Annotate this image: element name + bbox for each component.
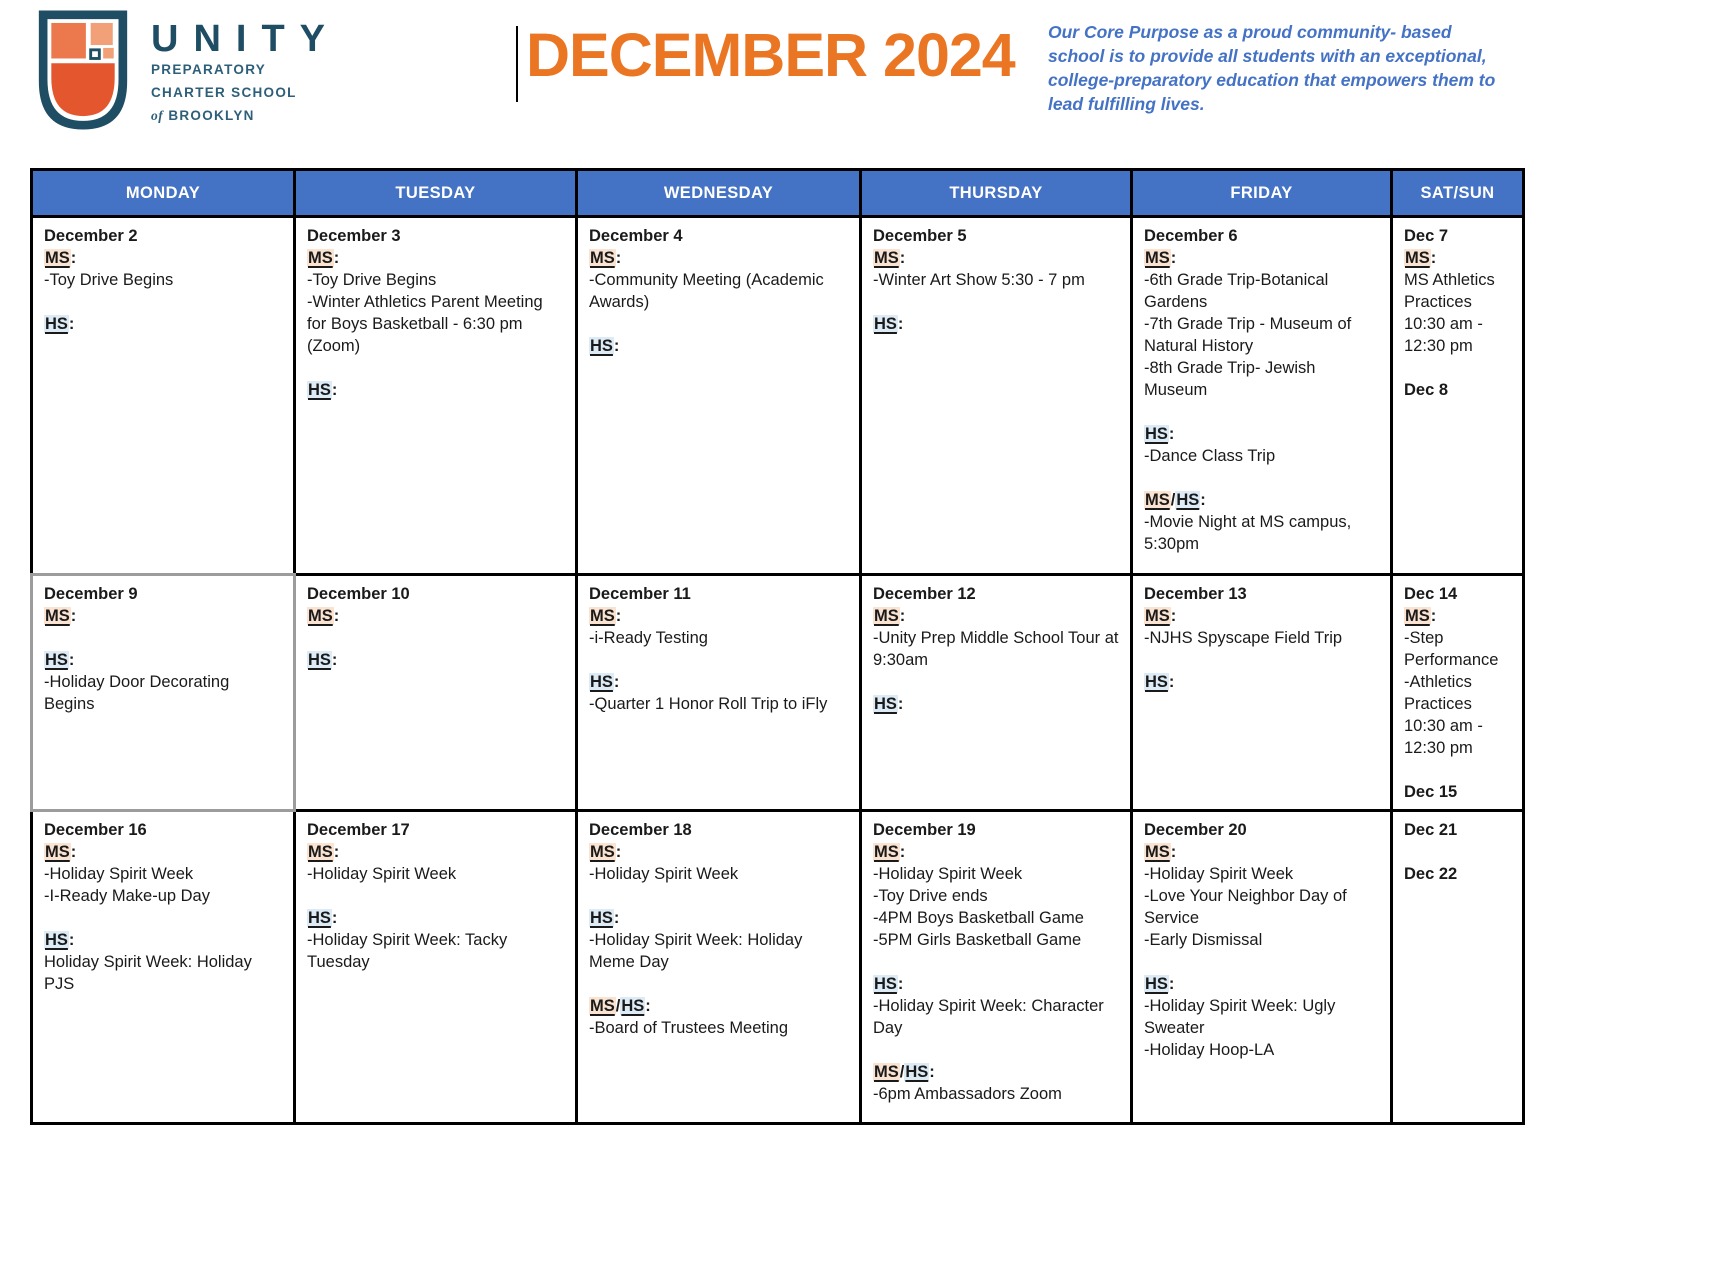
ms-tag: MS	[874, 843, 899, 861]
event-item: -Early Dismissal	[1144, 931, 1263, 949]
section-label: MS:	[1145, 249, 1177, 267]
event-item: Holiday Spirit Week: Holiday PJS	[44, 953, 252, 993]
section-label: HS:	[308, 909, 338, 927]
cell-section	[1144, 489, 1380, 555]
event-item: MS Athletics Practices 10:30 am - 12:30 pm	[1404, 271, 1495, 355]
calendar-cell-december-2[interactable]	[32, 217, 295, 575]
ms-tag: MS	[308, 843, 333, 861]
cell-section	[1144, 423, 1380, 467]
section-label: MS:	[45, 249, 77, 267]
event-item: -Holiday Spirit Week: Tacky Tuesday	[307, 931, 508, 971]
weekday-header-friday: FRIDAY	[1132, 170, 1392, 217]
school-subtitle-line1: PREPARATORY	[151, 62, 267, 77]
section-label: MS:	[874, 249, 906, 267]
ms-tag: MS	[1145, 491, 1170, 509]
hs-tag: HS	[1145, 975, 1168, 993]
calendar-cell-december-6[interactable]	[1132, 217, 1392, 575]
event-item: -Board of Trustees Meeting	[589, 1019, 789, 1037]
cell-date: December 11	[589, 585, 691, 603]
section-label: HS:	[1145, 673, 1175, 691]
calendar-cell-december-10[interactable]	[295, 575, 577, 811]
section-label: HS:	[874, 975, 904, 993]
hs-tag: HS	[590, 909, 613, 927]
cell-section	[307, 605, 565, 627]
event-item: -Holiday Spirit Week: Holiday Meme Day	[589, 931, 803, 971]
event-item: -Toy Drive Begins	[307, 271, 437, 289]
hs-tag: HS	[45, 315, 68, 333]
event-item: -7th Grade Trip - Museum of Natural History	[1144, 315, 1352, 355]
section-label: HS:	[874, 315, 904, 333]
event-item: -Holiday Spirit Week	[1144, 865, 1294, 883]
section-label: HS:	[874, 695, 904, 713]
school-subtitle-line3	[151, 106, 340, 127]
section-label: MS/HS:	[1145, 491, 1206, 509]
cell-section	[873, 973, 1120, 1039]
event-item: -6pm Ambassadors Zoom	[873, 1085, 1062, 1103]
title-divider	[516, 26, 518, 102]
cell-date: Dec 14	[1404, 585, 1458, 603]
section-label: HS:	[45, 315, 75, 333]
cell-date: December 4	[589, 227, 683, 245]
hs-tag: HS	[308, 381, 331, 399]
calendar-cell-december-4[interactable]	[577, 217, 861, 575]
event-item: -Movie Night at MS campus, 5:30pm	[1144, 513, 1352, 553]
calendar-cell-december-5[interactable]	[861, 217, 1132, 575]
cell-date: December 13	[1144, 585, 1247, 603]
calendar-cell-december-13[interactable]	[1132, 575, 1392, 811]
cell-section	[307, 907, 565, 973]
cell-date: December 12	[873, 585, 976, 603]
cell-date: December 17	[307, 821, 410, 839]
section-label: HS:	[1145, 425, 1175, 443]
hs-tag: HS	[45, 931, 68, 949]
cell-section	[873, 313, 1120, 335]
cell-section	[873, 605, 1120, 671]
cell-date: December 19	[873, 821, 976, 839]
weekday-header-row	[32, 170, 1524, 217]
ms-tag: MS	[590, 249, 615, 267]
calendar-cell-december-19[interactable]	[861, 811, 1132, 1124]
section-label: MS:	[1405, 249, 1437, 267]
event-item: -4PM Boys Basketball Game	[873, 909, 1084, 927]
section-label: MS:	[308, 607, 340, 625]
cell-section	[1144, 841, 1380, 951]
section-label: MS:	[1405, 607, 1437, 625]
event-item: -Step Performance	[1404, 629, 1499, 669]
calendar-cell-dec-21[interactable]	[1392, 811, 1524, 1124]
section-label: HS:	[1145, 975, 1175, 993]
hs-tag: HS	[308, 909, 331, 927]
event-item: -Winter Athletics Parent Meeting for Boys Basketball - 6:30 pm (Zoom)	[307, 293, 543, 355]
cell-date: Dec 8	[1404, 381, 1449, 399]
section-label: MS:	[590, 843, 622, 861]
event-item: -Winter Art Show 5:30 - 7 pm	[873, 271, 1085, 289]
event-item: -Dance Class Trip	[1144, 447, 1276, 465]
cell-section	[1144, 973, 1380, 1061]
event-item: -Holiday Spirit Week: Ugly Sweater	[1144, 997, 1336, 1037]
school-name-block	[151, 20, 340, 127]
cell-section	[589, 841, 849, 885]
cell-section	[589, 247, 849, 313]
section-label: HS:	[308, 651, 338, 669]
cell-date: December 9	[44, 585, 138, 603]
cell-section	[1144, 247, 1380, 401]
calendar-cell-december-11[interactable]	[577, 575, 861, 811]
section-label: HS:	[45, 931, 75, 949]
calendar-cell-december-16[interactable]	[32, 811, 295, 1124]
event-item: -Quarter 1 Honor Roll Trip to iFly	[589, 695, 828, 713]
calendar-week-row	[32, 811, 1524, 1124]
section-label: MS:	[1145, 607, 1177, 625]
ms-tag: MS	[45, 607, 70, 625]
section-label: MS/HS:	[874, 1063, 935, 1081]
ms-tag: MS	[590, 607, 615, 625]
school-name: UNITY	[151, 18, 340, 60]
event-item: -Toy Drive ends	[873, 887, 988, 905]
section-label: HS:	[590, 909, 620, 927]
cell-section	[307, 379, 565, 401]
event-item: -Holiday Spirit Week	[44, 865, 194, 883]
ms-tag: MS	[1405, 607, 1430, 625]
ms-tag: MS	[590, 997, 615, 1015]
cell-date: December 3	[307, 227, 401, 245]
event-item: -I-Ready Make-up Day	[44, 887, 210, 905]
cell-section	[589, 671, 849, 715]
ms-tag: MS	[308, 607, 333, 625]
cell-date: Dec 21	[1404, 821, 1458, 839]
cell-section	[873, 1061, 1120, 1105]
event-item: -8th Grade Trip- Jewish Museum	[1144, 359, 1316, 399]
hs-tag: HS	[45, 651, 68, 669]
cell-section	[44, 247, 283, 291]
page-title: DECEMBER 2024	[526, 21, 1015, 89]
cell-section	[307, 649, 565, 671]
hs-tag: HS	[874, 975, 897, 993]
section-label: MS:	[45, 607, 77, 625]
cell-date: December 16	[44, 821, 147, 839]
cell-section	[1404, 247, 1512, 357]
cell-date: December 20	[1144, 821, 1247, 839]
calendar-cell-december-18[interactable]	[577, 811, 861, 1124]
cell-section	[44, 929, 283, 995]
event-item: -Holiday Spirit Week: Character Day	[873, 997, 1104, 1037]
title-block	[516, 22, 1015, 102]
section-label: HS:	[590, 673, 620, 691]
hs-tag: HS	[590, 673, 613, 691]
section-label: MS:	[1145, 843, 1177, 861]
calendar-cell-december-20[interactable]	[1132, 811, 1392, 1124]
cell-section	[1404, 605, 1512, 759]
event-item: -Holiday Spirit Week	[873, 865, 1023, 883]
section-label: HS:	[45, 651, 75, 669]
ms-tag: MS	[1145, 607, 1170, 625]
event-item: -5PM Girls Basketball Game	[873, 931, 1082, 949]
cell-date: Dec 22	[1404, 865, 1458, 883]
section-label: HS:	[308, 381, 338, 399]
section-label: MS:	[308, 843, 340, 861]
ms-tag: MS	[45, 843, 70, 861]
hs-tag: HS	[308, 651, 331, 669]
cell-date: Dec 7	[1404, 227, 1449, 245]
hs-tag: HS	[874, 695, 897, 713]
cell-section	[44, 841, 283, 907]
calendar-cell-dec-14[interactable]	[1392, 575, 1524, 811]
section-label: MS:	[308, 249, 340, 267]
school-subtitle-of: of	[151, 107, 164, 123]
cell-section	[589, 335, 849, 357]
section-label: MS:	[874, 843, 906, 861]
event-item: -NJHS Spyscape Field Trip	[1144, 629, 1343, 647]
calendar-cell-december-17[interactable]	[295, 811, 577, 1124]
ms-tag: MS	[308, 249, 333, 267]
section-label: HS:	[590, 337, 620, 355]
hs-tag: HS	[1145, 425, 1168, 443]
event-item: -Holiday Door Decorating Begins	[44, 673, 230, 713]
cell-date: December 10	[307, 585, 410, 603]
school-subtitle-line2: CHARTER SCHOOL	[151, 84, 297, 100]
hs-tag: HS	[874, 315, 897, 333]
cell-date: December 6	[1144, 227, 1238, 245]
cell-section	[873, 841, 1120, 951]
cell-section	[589, 605, 849, 649]
section-label: MS:	[590, 607, 622, 625]
ms-tag: MS	[45, 249, 70, 267]
section-label: MS:	[874, 607, 906, 625]
calendar	[30, 168, 1525, 1125]
cell-section	[589, 907, 849, 973]
event-item: -Love Your Neighbor Day of Service	[1144, 887, 1347, 927]
weekday-header-tuesday: TUESDAY	[295, 170, 577, 217]
cell-section	[873, 247, 1120, 291]
section-label: MS:	[590, 249, 622, 267]
cell-section	[44, 649, 283, 715]
ms-tag: MS	[1405, 249, 1430, 267]
event-item: -Holiday Spirit Week	[589, 865, 739, 883]
cell-section	[1144, 605, 1380, 649]
event-item: -i-Ready Testing	[589, 629, 708, 647]
mission-statement: Our Core Purpose as a proud community- based school is to provide all students with an exceptional, college-preparatory education that empowers them to lead fulfilling lives.	[1048, 22, 1496, 115]
cell-date: December 5	[873, 227, 967, 245]
cell-section	[1144, 671, 1380, 693]
calendar-week-row	[32, 217, 1524, 575]
weekday-header-monday: MONDAY	[32, 170, 295, 217]
cell-section	[44, 605, 283, 627]
weekday-header-wednesday: WEDNESDAY	[577, 170, 861, 217]
cell-section	[307, 841, 565, 885]
school-logo	[35, 8, 340, 132]
ms-tag: MS	[874, 1063, 899, 1081]
ms-tag: MS	[590, 843, 615, 861]
calendar-cell-december-9[interactable]	[32, 575, 295, 811]
hs-tag: HS	[905, 1063, 929, 1081]
event-item: -Holiday Spirit Week	[307, 865, 457, 883]
weekday-header-sat-sun: SAT/SUN	[1392, 170, 1524, 217]
event-item: -Community Meeting (Academic Awards)	[589, 271, 824, 311]
calendar-cell-december-12[interactable]	[861, 575, 1132, 811]
cell-section	[44, 313, 283, 335]
weekday-header-thursday: THURSDAY	[861, 170, 1132, 217]
cell-section	[873, 693, 1120, 715]
unity-shield-logo-icon	[35, 8, 131, 132]
cell-date: Dec 15	[1404, 783, 1458, 801]
hs-tag: HS	[621, 997, 645, 1015]
section-label: MS/HS:	[590, 997, 651, 1015]
cell-date: December 18	[589, 821, 692, 839]
cell-date: December 2	[44, 227, 138, 245]
cell-section	[307, 247, 565, 357]
hs-tag: HS	[590, 337, 613, 355]
ms-tag: MS	[1145, 843, 1170, 861]
school-subtitle-borough: BROOKLYN	[168, 107, 255, 123]
calendar-table	[30, 168, 1525, 1125]
event-item: -Holiday Hoop-LA	[1144, 1041, 1275, 1059]
ms-tag: MS	[874, 249, 899, 267]
hs-tag: HS	[1145, 673, 1168, 691]
calendar-cell-dec-7[interactable]	[1392, 217, 1524, 575]
ms-tag: MS	[1145, 249, 1170, 267]
event-item: -6th Grade Trip-Botanical Gardens	[1144, 271, 1329, 311]
cell-section	[589, 995, 849, 1039]
calendar-week-row	[32, 575, 1524, 811]
event-item: -Unity Prep Middle School Tour at 9:30am	[873, 629, 1119, 669]
calendar-cell-december-3[interactable]	[295, 217, 577, 575]
event-item: -Athletics Practices 10:30 am - 12:30 pm	[1404, 673, 1483, 757]
section-label: MS:	[45, 843, 77, 861]
event-item: -Toy Drive Begins	[44, 271, 174, 289]
hs-tag: HS	[1176, 491, 1200, 509]
ms-tag: MS	[874, 607, 899, 625]
